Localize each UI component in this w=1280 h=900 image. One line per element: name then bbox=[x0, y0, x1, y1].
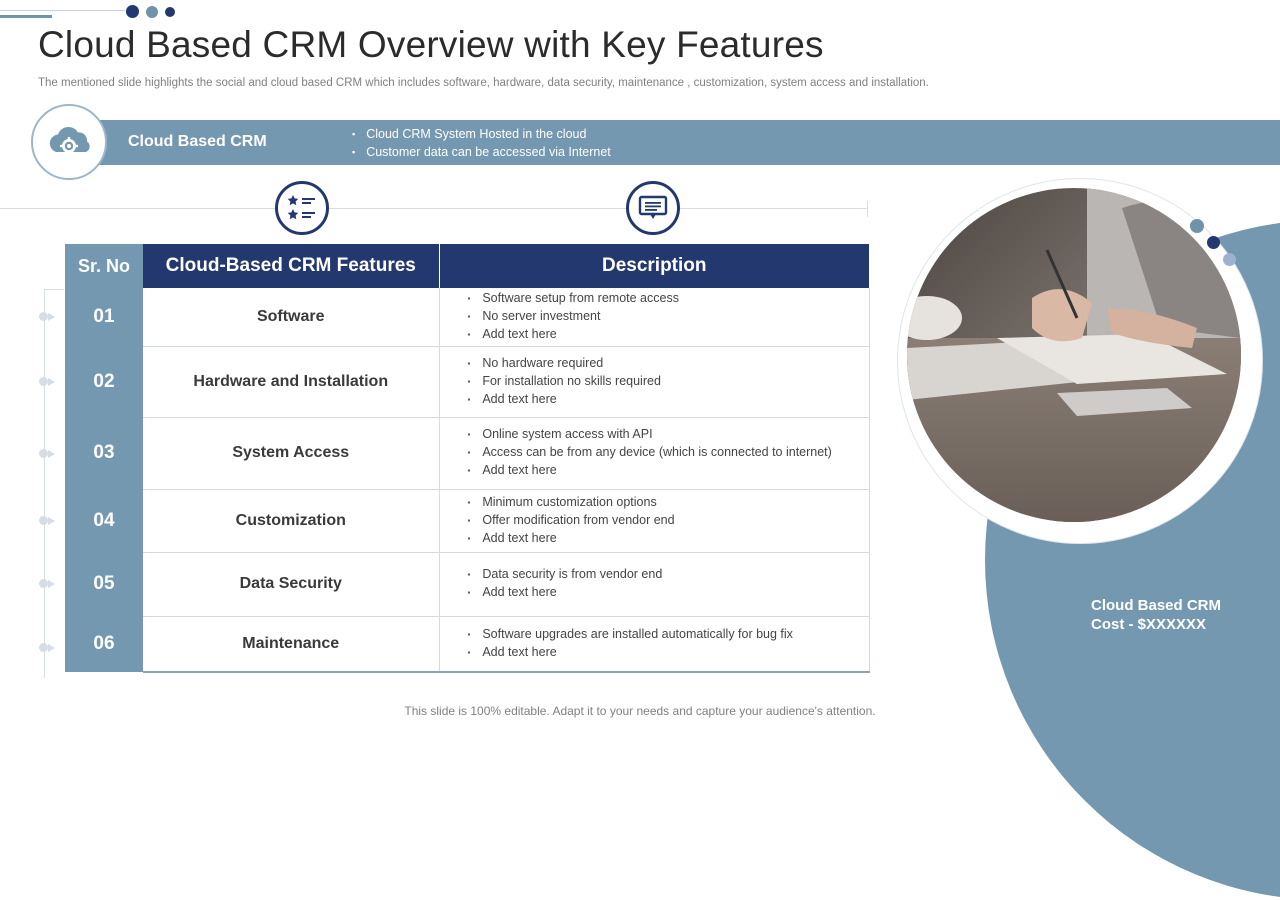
description-point: ▪ Add text here bbox=[468, 584, 869, 602]
top-decor-bar bbox=[0, 15, 52, 18]
description-point: ▪ For installation no skills required bbox=[468, 373, 869, 391]
timeline-line bbox=[44, 290, 45, 678]
cost-value: Cost - $XXXXXX bbox=[1091, 616, 1207, 633]
top-decor-dot bbox=[126, 5, 139, 18]
decor-dot bbox=[1223, 253, 1236, 266]
row-feature: Software bbox=[143, 288, 439, 346]
description-point: ▪ No hardware required bbox=[468, 355, 869, 373]
row-description bbox=[439, 489, 869, 552]
decor-dot bbox=[1207, 236, 1220, 249]
timeline-dot bbox=[39, 312, 48, 321]
timeline-dot bbox=[39, 579, 48, 588]
row-description bbox=[439, 552, 869, 616]
row-sr-no: 04 bbox=[65, 489, 143, 552]
table-row bbox=[65, 288, 869, 346]
cost-line: Cloud Based CRM bbox=[1091, 597, 1222, 614]
table-row bbox=[65, 552, 869, 616]
banner-point: ▪ Customer data can be accessed via Internet bbox=[352, 144, 611, 162]
description-point: ▪ Minimum customization options bbox=[468, 494, 869, 512]
description-point: ▪ Software upgrades are installed automatically for bug fix bbox=[468, 626, 869, 644]
banner-points bbox=[352, 126, 611, 161]
table-row bbox=[65, 417, 869, 489]
description-point: ▪ Online system access with API bbox=[468, 426, 869, 444]
description-point: ▪ Add text here bbox=[468, 530, 869, 548]
description-point: ▪ Add text here bbox=[468, 644, 869, 662]
slide-title: Cloud Based CRM Overview with Key Features bbox=[38, 24, 824, 65]
row-feature: Hardware and Installation bbox=[143, 346, 439, 417]
description-point: ▪ Add text here bbox=[468, 391, 869, 409]
timeline-arrow bbox=[48, 644, 55, 652]
features-icon-circle bbox=[275, 181, 329, 235]
footer-note: This slide is 100% editable. Adapt it to your needs and capture your audience's attention. bbox=[404, 704, 876, 718]
banner-icon-circle bbox=[31, 104, 107, 180]
table-row bbox=[65, 616, 869, 672]
timeline-arrow bbox=[48, 313, 55, 321]
features-table bbox=[65, 244, 870, 673]
row-sr-no: 01 bbox=[65, 288, 143, 346]
writing-photo bbox=[907, 188, 1241, 522]
row-sr-no: 02 bbox=[65, 346, 143, 417]
writing-photo-illustration bbox=[907, 188, 1241, 522]
divider-line-end bbox=[867, 201, 868, 217]
row-sr-no: 05 bbox=[65, 552, 143, 616]
divider-line bbox=[0, 208, 868, 209]
timeline-arrow bbox=[48, 378, 55, 386]
header-features: Cloud-Based CRM Features bbox=[143, 244, 439, 288]
header-description: Description bbox=[439, 244, 869, 288]
top-decor-line bbox=[0, 10, 125, 11]
star-checklist-icon bbox=[287, 194, 317, 222]
cloud-gear-icon bbox=[44, 122, 94, 162]
row-description bbox=[439, 346, 869, 417]
timeline-arrow bbox=[48, 450, 55, 458]
table-row bbox=[65, 346, 869, 417]
table-header-row bbox=[65, 244, 869, 288]
description-point: ▪ Add text here bbox=[468, 462, 869, 480]
table-row bbox=[65, 489, 869, 552]
slide-subtitle: The mentioned slide highlights the social and cloud based CRM which includes software, hardware, data security, maintenance , customization, system access and installation. bbox=[38, 77, 929, 89]
row-sr-no: 06 bbox=[65, 616, 143, 672]
banner-title: Cloud Based CRM bbox=[128, 133, 267, 150]
row-feature: Customization bbox=[143, 489, 439, 552]
row-feature: Data Security bbox=[143, 552, 439, 616]
top-decor-dot bbox=[165, 7, 175, 17]
timeline-dot bbox=[39, 516, 48, 525]
timeline-arrow bbox=[48, 517, 55, 525]
timeline-dot bbox=[39, 643, 48, 652]
timeline-dot bbox=[39, 377, 48, 386]
cost-label bbox=[1091, 596, 1261, 634]
description-point: ▪ Data security is from vendor end bbox=[468, 566, 869, 584]
row-feature: System Access bbox=[143, 417, 439, 489]
row-sr-no: 03 bbox=[65, 417, 143, 489]
decor-dot bbox=[1190, 219, 1204, 233]
description-point: ▪ Offer modification from vendor end bbox=[468, 512, 869, 530]
row-description bbox=[439, 288, 869, 346]
timeline-top bbox=[44, 289, 64, 290]
description-point: ▪ No server investment bbox=[468, 308, 869, 326]
row-description bbox=[439, 616, 869, 672]
header-sr-no: Sr. No bbox=[65, 244, 143, 288]
banner-point: ▪ Cloud CRM System Hosted in the cloud bbox=[352, 126, 611, 144]
row-description bbox=[439, 417, 869, 489]
description-point: ▪ Add text here bbox=[468, 326, 869, 344]
description-point: ▪ Software setup from remote access bbox=[468, 290, 869, 308]
top-decor-dot bbox=[146, 6, 158, 18]
description-icon-circle bbox=[626, 181, 680, 235]
timeline-arrow bbox=[48, 580, 55, 588]
row-feature: Maintenance bbox=[143, 616, 439, 672]
message-icon bbox=[638, 195, 668, 221]
description-point: ▪ Access can be from any device (which is connected to internet) bbox=[468, 444, 869, 462]
timeline-dot bbox=[39, 449, 48, 458]
